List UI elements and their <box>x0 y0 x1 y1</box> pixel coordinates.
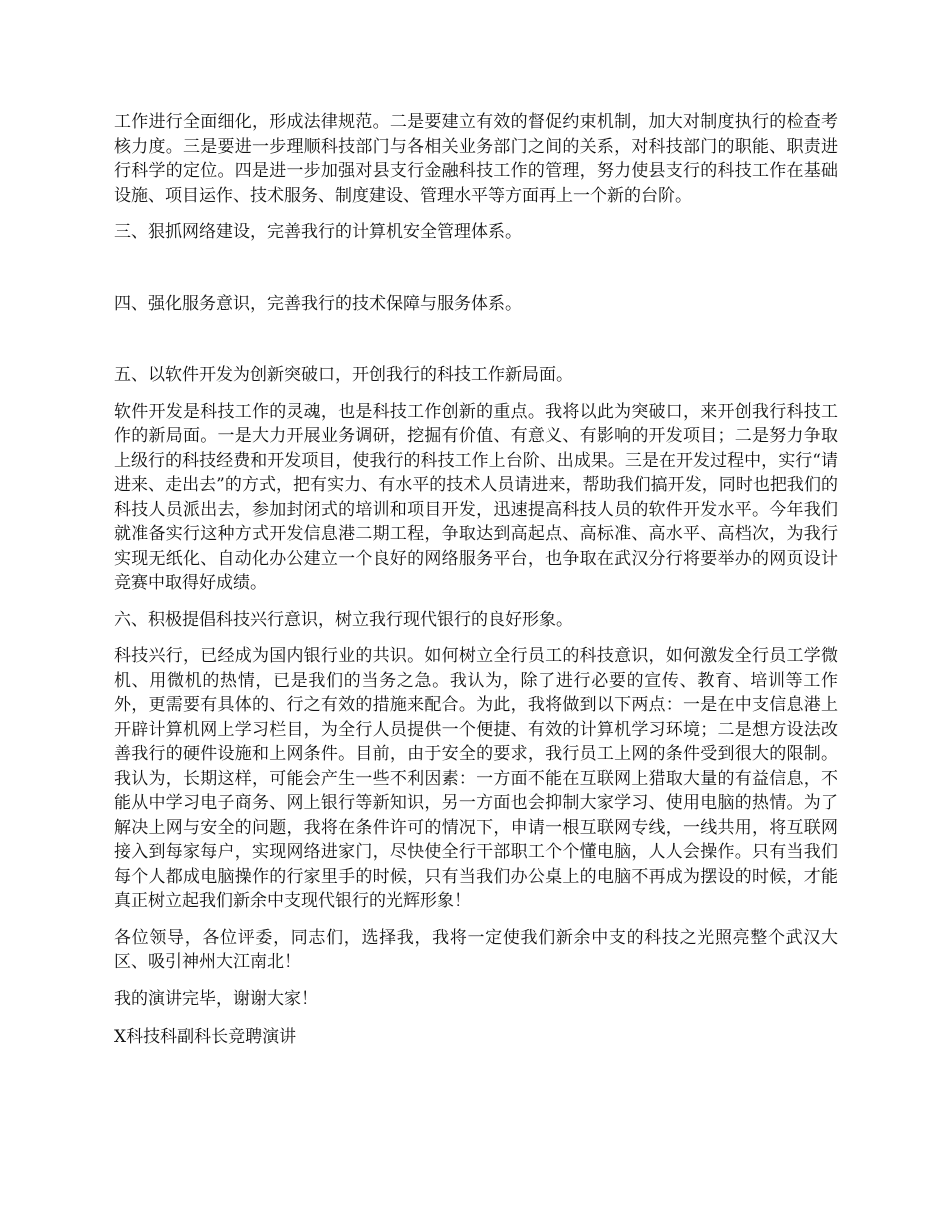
heading-section-6: 六、积极提倡科技兴行意识，树立我行现代银行的良好形象。 <box>114 609 573 630</box>
paragraph-intro-continuation: 工作进行全面细化，形成法律规范。二是要建立有效的督促约束机制，加大对制度执行的检查考核力度。三是要进一步理顺科技部门与各相关业务部门之间的关系，对科技部门的职能、职责进行科学的定位。四是进一步加强对县支行金融科技工作的管理，努力使县支行的科技工作在基础设施、项目运作、技术服务、制度建设、管理水平等方面再上一个新的台阶。 <box>114 112 838 206</box>
heading-section-5: 五、以软件开发为创新突破口，开创我行的科技工作新局面。 <box>114 365 573 385</box>
heading-section-3: 三、狠抓网络建设，完善我行的计算机安全管理体系。 <box>114 222 522 242</box>
document-title-footer: X科技科副科长竞聘演讲 <box>114 1027 297 1047</box>
heading-section-4: 四、强化服务意识，完善我行的技术保障与服务体系。 <box>114 293 522 314</box>
paragraph-technology-promotion: 科技兴行，已经成为国内银行业的共识。如何树立全行员工的科技意识，如何激发全行员工学微机、用微机的热情，已是我们的当务之急。我认为，除了进行必要的宣传、教育、培训等工作外，更需要有具体的、行之有效的措施来配合。为此，我将做到以下两点：一是在中支信息港上开辟计算机网上学习栏目，为全行人员提供一个便捷、有效的计算机学习环境；二是想方设法改善我行的硬件设施和上网条件。目前，由于安全的要求，我行员工上网的条件受到很大的限制。我认为，长期这样，可能会产生一些不利因素：一方面不能在互联网上猎取大量的有益信息，不能从中学习电子商务、网上银行等新知识，另一方面也会抑制大家学习、使用电脑的热情。为了解决上网与安全的问题，我将在条件许可的情况下，申请一根互联网专线，一线共用，将互联网接入到每家每户，实现网络进家门，尽快使全行干部职工个个懂电脑，人人会操作。只有当我们每个人都成电脑操作的行家里手的时候，只有当我们办公桌上的电脑不再成为摆设的时候，才能真正树立起我们新余中支现代银行的光辉形象！ <box>114 646 838 911</box>
paragraph-thanks: 我的演讲完毕，谢谢大家！ <box>114 988 318 1009</box>
paragraph-closing-appeal: 各位领导，各位评委，同志们，选择我，我将一定使我们新余中支的科技之光照亮整个武汉大区、吸引神州大江南北！ <box>114 927 838 972</box>
paragraph-software-development: 软件开发是科技工作的灵魂，也是科技工作创新的重点。我将以此为突破口，来开创我行科技工作的新局面。一是大力开展业务调研，挖掘有价值、有意义、有影响的开发项目；二是努力争取上级行的科技经费和开发项目，使我行的科技工作上台阶、出成果。三是在开发过程中，实行“请进来、走出去”的方式，把有实力、有水平的技术人员请进来，帮助我们搞开发，同时也把我们的科技人员派出去，参加封闭式的培训和项目开发，迅速提高科技人员的软件开发水平。今年我们就准备实行这种方式开发信息港二期工程，争取达到高起点、高标准、高水平、高档次，为我行实现无纸化、自动化办公建立一个良好的网络服务平台，也争取在武汉分行将要举办的网页设计竞赛中取得好成绩。 <box>114 401 838 593</box>
document-body <box>114 110 838 1050</box>
